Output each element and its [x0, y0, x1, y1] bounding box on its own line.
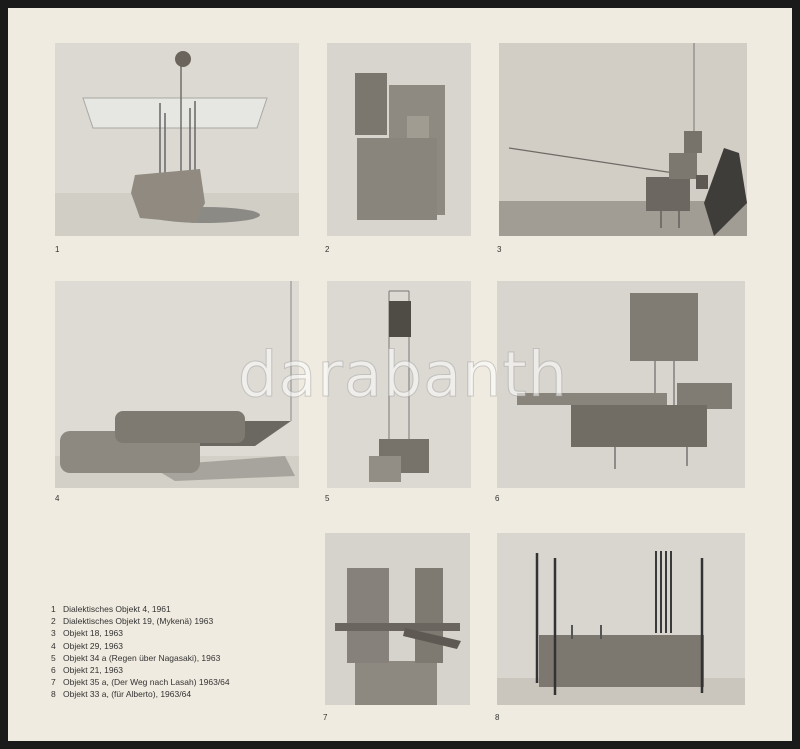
caption-item: 4 Objekt 29, 1963: [51, 640, 124, 651]
caption-item: 2 Dialektisches Objekt 19, (Mykenä) 1963: [51, 616, 214, 627]
plate-4-number: 4: [55, 494, 60, 503]
plate-5-number: 5: [325, 494, 330, 503]
plate-8-photo: [497, 533, 745, 705]
plate-1-photo: [55, 43, 299, 236]
plate-3-photo: [499, 43, 747, 236]
caption-list: [51, 603, 230, 701]
caption-item: 5 Objekt 34 a (Regen über Nagasaki), 1963: [51, 652, 221, 663]
watermark: darabanth: [238, 338, 569, 411]
caption-item: 6 Objekt 21, 1963: [51, 665, 124, 676]
plate-8-number: 8: [495, 713, 500, 722]
plate-6-number: 6: [495, 494, 500, 503]
caption-item: 8 Objekt 33 a, (für Alberto), 1963/64: [51, 689, 192, 700]
caption-item: 1 Dialektisches Objekt 4, 1961: [51, 604, 171, 614]
plate-7-number: 7: [323, 713, 328, 722]
plate-7-photo: [325, 533, 470, 705]
caption-item: 7 Objekt 35 a, (Der Weg nach Lasah) 1963/64: [51, 677, 230, 688]
plate-2-number: 2: [325, 245, 330, 254]
plate-3-number: 3: [497, 245, 502, 254]
plate-2-photo: [327, 43, 471, 236]
plate-1-number: 1: [55, 245, 60, 254]
caption-item: 3 Objekt 18, 1963: [51, 628, 124, 639]
